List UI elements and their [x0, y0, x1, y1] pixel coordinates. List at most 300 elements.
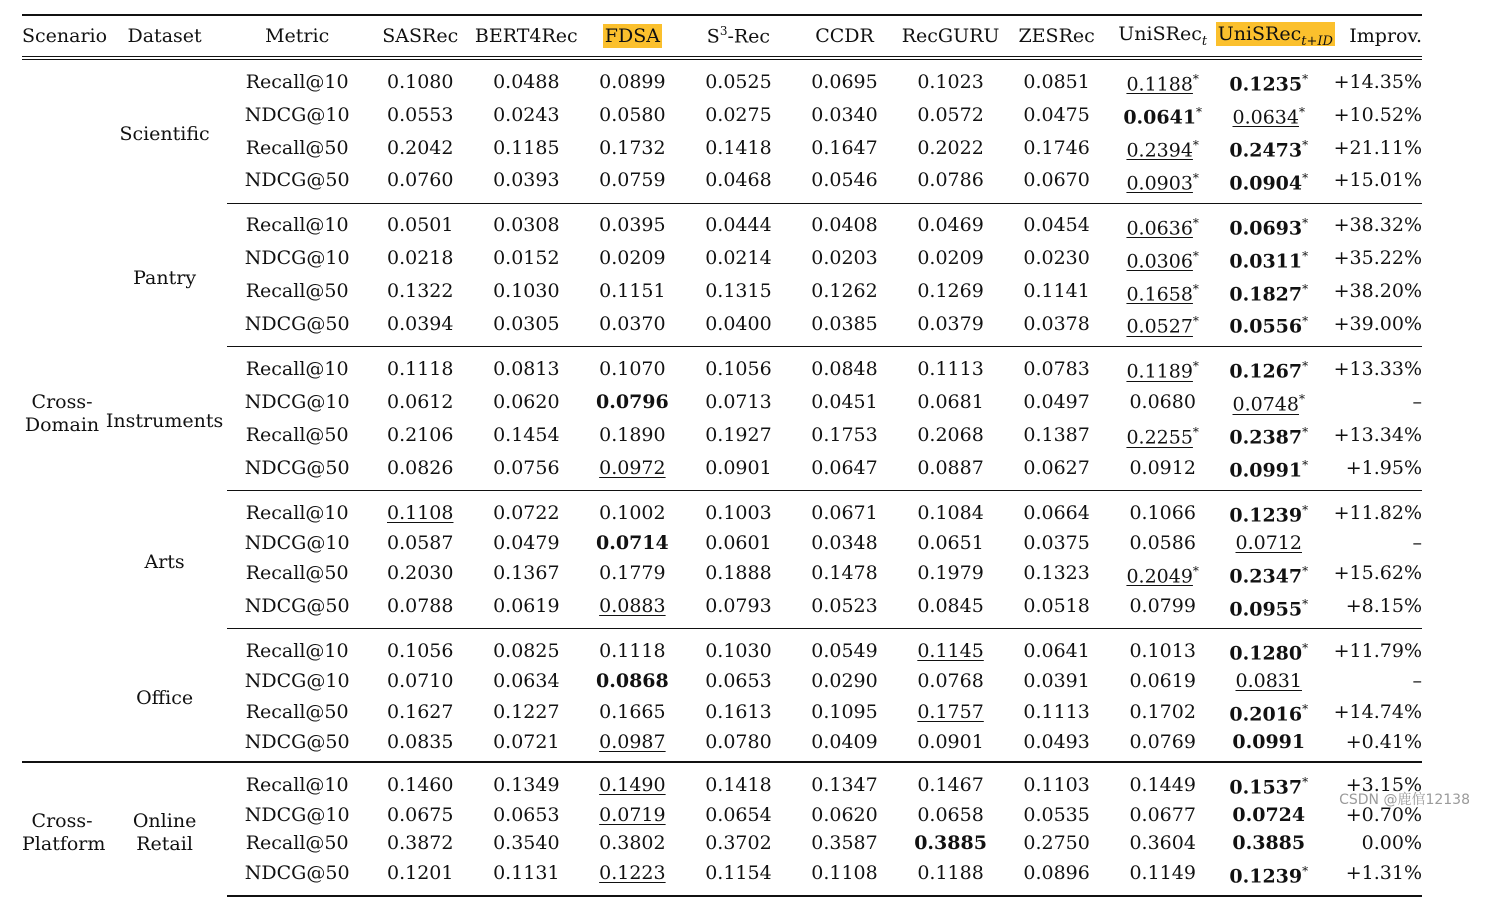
value-cell-recguru: [898, 858, 1004, 897]
value-cell-unisrec-t: [1110, 491, 1216, 530]
value-text: 0.0619: [493, 595, 560, 618]
improv-cell: +13.34%: [1333, 423, 1422, 446]
value-cell-recguru: [898, 276, 1004, 309]
metric-cell: Recall@10: [245, 70, 349, 93]
value-cell-s3rec: [685, 419, 791, 452]
value-text: 0.1627: [387, 700, 454, 723]
value-cell-sasrec: [367, 762, 473, 802]
improv-cell: +13.33%: [1322, 347, 1422, 386]
value-cell-zesrec: [1004, 629, 1110, 668]
value-text: 0.0987: [599, 730, 666, 753]
value-cell-fdsa: [579, 729, 685, 763]
value-cell-recguru: [898, 419, 1004, 452]
significance-star: *: [1302, 503, 1309, 518]
value-cell-bert4rec: [473, 419, 579, 452]
value-text: 0.1347: [811, 774, 878, 797]
value-cell-zesrec: [1004, 308, 1110, 346]
value-cell-zesrec: [1004, 386, 1110, 419]
value-text: 0.0904: [1229, 172, 1303, 195]
metric-cell: Recall@50: [245, 562, 349, 585]
table-row: [22, 203, 1422, 242]
value-cell-bert4rec: [473, 165, 579, 203]
value-text: 0.0848: [811, 358, 878, 381]
value-cell-sasrec: [367, 276, 473, 309]
value-cell-bert4rec: [473, 452, 579, 490]
value-cell-fdsa: [579, 491, 685, 530]
value-cell-recguru: [898, 802, 1004, 830]
value-cell-s3rec: [685, 99, 791, 132]
metric-cell: NDCG@50: [244, 169, 350, 192]
metric-cell: Recall@50: [245, 831, 349, 854]
value-cell-unisrec-t: [1110, 386, 1216, 419]
header-sasrec: SASRec: [367, 15, 473, 58]
value-cell-zesrec: [1004, 830, 1110, 858]
value-text: 0.0275: [705, 103, 772, 126]
value-text: 0.0586: [1129, 531, 1196, 554]
significance-star: *: [1192, 170, 1199, 185]
value-cell-recguru: [898, 203, 1004, 242]
value-text: 0.1080: [387, 70, 454, 93]
value-text: 0.0653: [705, 670, 772, 693]
value-text: 0.1746: [1023, 136, 1090, 159]
value-cell-recguru: [898, 99, 1004, 132]
value-text: 0.0385: [811, 313, 878, 336]
value-text: 0.0619: [1129, 670, 1196, 693]
table-row: [22, 530, 1422, 558]
dataset-cell: [102, 629, 227, 763]
header-recguru: RecGURU: [898, 15, 1004, 58]
value-text: 0.0695: [811, 70, 878, 93]
value-cell-fdsa: [579, 668, 685, 696]
header-s3rec-suffix: -Rec: [727, 25, 771, 48]
metric-cell: NDCG@50: [244, 595, 350, 618]
value-cell-unisrec-tid: [1216, 729, 1322, 763]
value-text: 0.0899: [599, 70, 666, 93]
value-text: 0.0311: [1229, 249, 1303, 272]
value-text: 0.1702: [1129, 700, 1196, 723]
value-cell-recguru: [898, 729, 1004, 763]
value-text: 0.0887: [917, 456, 984, 479]
value-cell-unisrec-t: [1110, 762, 1216, 802]
value-cell-ccdr: [791, 802, 897, 830]
metric-cell: NDCG@50: [227, 858, 367, 897]
value-cell-ccdr: [791, 132, 897, 165]
value-text: 0.0748: [1232, 393, 1299, 416]
value-text: 0.2022: [917, 136, 984, 159]
value-text: 0.0501: [387, 214, 454, 237]
value-cell-unisrec-tid: [1216, 629, 1322, 668]
value-cell-s3rec: [685, 58, 791, 99]
value-cell-unisrec-tid: [1216, 243, 1322, 276]
value-text: 0.1979: [917, 562, 984, 585]
value-text: 0.0641: [1023, 640, 1090, 663]
value-cell-recguru: [898, 530, 1004, 558]
significance-star: *: [1192, 248, 1199, 263]
value-text: 0.0826: [387, 456, 454, 479]
value-text: 0.0379: [917, 313, 984, 336]
value-text: 0.0714: [596, 531, 669, 554]
value-cell-sasrec: [367, 386, 473, 419]
value-text: 0.2049: [1126, 564, 1193, 587]
value-text: 0.1113: [1023, 700, 1090, 723]
significance-star: *: [1302, 215, 1309, 230]
metric-cell: Recall@50: [245, 280, 349, 303]
value-cell-sasrec: [367, 203, 473, 242]
value-text: 0.0681: [917, 390, 984, 413]
value-text: 0.0375: [1023, 531, 1090, 554]
value-cell-bert4rec: [473, 629, 579, 668]
value-text: 0.0444: [705, 214, 772, 237]
table-row: [22, 558, 1422, 591]
table-row: [22, 668, 1422, 696]
significance-star: *: [1196, 104, 1203, 119]
header-zesrec: ZESRec: [1004, 15, 1110, 58]
value-text: 0.0378: [1023, 313, 1090, 336]
value-cell-recguru: [898, 591, 1004, 629]
value-text: 0.0883: [599, 595, 666, 618]
dataset-label: Online Retail: [132, 809, 197, 855]
value-text: 0.1349: [493, 774, 560, 797]
value-text: 0.0230: [1023, 247, 1090, 270]
value-cell-unisrec-tid: [1216, 132, 1322, 165]
value-cell-s3rec: [685, 629, 791, 668]
improv-cell: +11.79%: [1322, 629, 1422, 668]
value-cell-recguru: [898, 386, 1004, 419]
value-cell-recguru: [898, 830, 1004, 858]
metric-cell: NDCG@50: [244, 730, 350, 753]
value-text: 0.0546: [811, 169, 878, 192]
value-text: 0.0395: [599, 214, 666, 237]
value-cell-ccdr: [791, 530, 897, 558]
improv-cell: +8.15%: [1345, 595, 1422, 618]
value-text: 0.1665: [599, 700, 666, 723]
scenario-label: Cross-Platform: [22, 809, 106, 855]
value-text: 0.0788: [387, 595, 454, 618]
value-cell-unisrec-tid: [1216, 276, 1322, 309]
value-cell-unisrec-t: [1110, 629, 1216, 668]
value-cell-unisrec-t: [1110, 276, 1216, 309]
value-cell-unisrec-t: [1110, 347, 1216, 386]
value-text: 0.0634: [493, 670, 560, 693]
value-text: 0.0525: [705, 70, 772, 93]
value-text: 0.1262: [811, 280, 878, 303]
dataset-label: Arts: [144, 551, 185, 574]
value-text: 0.3702: [705, 831, 772, 854]
metric-cell: NDCG@50: [244, 313, 350, 336]
value-cell-s3rec: [685, 530, 791, 558]
value-cell-bert4rec: [473, 491, 579, 530]
value-cell-ccdr: [791, 99, 897, 132]
value-cell-recguru: [898, 308, 1004, 346]
improv-cell: +15.62%: [1333, 562, 1422, 585]
value-text: 0.1030: [705, 640, 772, 663]
metric-cell: NDCG@10: [244, 670, 350, 693]
value-cell-zesrec: [1004, 591, 1110, 629]
value-cell-unisrec-t: [1110, 203, 1216, 242]
value-text: 0.1056: [387, 640, 454, 663]
value-text: 0.0653: [493, 804, 560, 827]
value-text: 0.1478: [811, 562, 878, 585]
value-cell-zesrec: [1004, 203, 1110, 242]
value-cell-unisrec-t: [1110, 530, 1216, 558]
significance-star: *: [1302, 170, 1309, 185]
value-cell-ccdr: [791, 762, 897, 802]
value-text: 0.0671: [811, 501, 878, 524]
header-unisrec-t-sub: t: [1201, 33, 1208, 49]
value-text: 0.1315: [705, 280, 772, 303]
value-text: 0.1030: [493, 280, 560, 303]
value-cell-ccdr: [791, 276, 897, 309]
value-text: 0.0658: [917, 804, 984, 827]
value-text: 0.1753: [811, 423, 878, 446]
value-cell-zesrec: [1004, 99, 1110, 132]
value-text: 0.0760: [387, 169, 454, 192]
value-text: 0.1189: [1126, 360, 1193, 383]
value-cell-fdsa: [579, 419, 685, 452]
significance-star: *: [1302, 248, 1309, 263]
value-cell-fdsa: [579, 530, 685, 558]
dataset-cell: [102, 347, 227, 491]
value-text: 0.0825: [493, 640, 560, 663]
value-text: 0.0348: [811, 531, 878, 554]
metric-cell: NDCG@10: [244, 804, 350, 827]
value-cell-bert4rec: [473, 696, 579, 729]
dataset-label: Pantry: [133, 266, 197, 289]
value-cell-s3rec: [685, 668, 791, 696]
value-cell-zesrec: [1004, 558, 1110, 591]
value-cell-unisrec-t: [1110, 419, 1216, 452]
value-text: 0.0152: [493, 247, 560, 270]
value-text: 0.0868: [596, 670, 669, 693]
value-cell-unisrec-t: [1110, 591, 1216, 629]
value-cell-fdsa: [579, 99, 685, 132]
table-row: [22, 696, 1422, 729]
significance-star: *: [1302, 775, 1309, 790]
value-text: 0.1188: [1126, 73, 1193, 96]
value-text: 0.1387: [1023, 423, 1090, 446]
header-ccdr: CCDR: [791, 15, 897, 58]
table-row: [22, 729, 1422, 763]
value-cell-sasrec: [367, 591, 473, 629]
value-text: 0.0394: [387, 313, 454, 336]
value-text: 0.1490: [599, 774, 666, 797]
value-text: 0.3604: [1129, 831, 1196, 854]
value-text: 0.1223: [599, 862, 666, 885]
significance-star: *: [1302, 701, 1309, 716]
value-text: 0.0670: [1023, 169, 1090, 192]
value-text: 0.3540: [493, 831, 560, 854]
value-text: 0.0991: [1232, 730, 1306, 753]
significance-star: *: [1302, 314, 1309, 329]
value-text: 0.0799: [1129, 595, 1196, 618]
value-cell-s3rec: [685, 762, 791, 802]
metric-cell: Recall@10: [227, 491, 367, 530]
scenario-cell: [22, 58, 102, 762]
header-unisrec-tid-label: UniSRec: [1217, 23, 1302, 46]
table-row: [22, 165, 1422, 203]
header-fdsa-label: FDSA: [604, 25, 660, 47]
value-cell-s3rec: [685, 132, 791, 165]
value-cell-unisrec-tid: [1216, 165, 1322, 203]
value-text: 0.1467: [917, 774, 984, 797]
improv-cell: +15.01%: [1333, 169, 1422, 192]
value-text: 0.0677: [1129, 804, 1196, 827]
metric-cell: Recall@10: [227, 762, 367, 802]
header-bert4rec: BERT4Rec: [473, 15, 579, 58]
value-cell-unisrec-tid: [1216, 696, 1322, 729]
value-cell-s3rec: [685, 558, 791, 591]
value-cell-ccdr: [791, 830, 897, 858]
value-cell-unisrec-t: [1110, 132, 1216, 165]
value-text: 0.1827: [1229, 282, 1303, 305]
value-cell-bert4rec: [473, 668, 579, 696]
value-cell-unisrec-t: [1110, 58, 1216, 99]
value-text: 0.1779: [599, 562, 666, 585]
value-text: 0.1269: [917, 280, 984, 303]
improv-cell: +0.70%: [1345, 804, 1422, 827]
value-cell-unisrec-tid: [1216, 308, 1322, 346]
value-text: 0.1927: [705, 423, 772, 446]
value-text: 0.1070: [599, 358, 666, 381]
value-text: 0.0780: [705, 730, 772, 753]
value-cell-unisrec-t: [1110, 729, 1216, 763]
significance-star: *: [1302, 863, 1309, 878]
value-text: 0.0549: [811, 640, 878, 663]
value-text: 0.3802: [599, 831, 666, 854]
value-cell-fdsa: [579, 452, 685, 490]
value-cell-sasrec: [367, 858, 473, 897]
value-cell-s3rec: [685, 830, 791, 858]
metric-cell: NDCG@50: [244, 456, 350, 479]
table-row: [22, 762, 1422, 802]
value-cell-unisrec-t: [1110, 558, 1216, 591]
value-cell-ccdr: [791, 58, 897, 99]
significance-star: *: [1298, 104, 1305, 119]
value-cell-bert4rec: [473, 99, 579, 132]
significance-star: *: [1192, 281, 1199, 296]
value-cell-unisrec-tid: [1216, 802, 1322, 830]
value-cell-ccdr: [791, 308, 897, 346]
value-cell-s3rec: [685, 802, 791, 830]
header-unisrec-tid-sub: t+ID: [1301, 33, 1333, 49]
value-text: 0.0721: [493, 730, 560, 753]
significance-star: *: [1192, 563, 1199, 578]
watermark: CSDN @鹿倌12138: [1339, 792, 1470, 808]
value-cell-s3rec: [685, 308, 791, 346]
value-text: 0.0991: [1229, 459, 1303, 482]
value-text: 0.1888: [705, 562, 772, 585]
value-cell-zesrec: [1004, 419, 1110, 452]
significance-star: *: [1302, 281, 1309, 296]
value-text: 0.1013: [1129, 640, 1196, 663]
value-text: 0.1235: [1229, 73, 1303, 96]
value-cell-s3rec: [685, 696, 791, 729]
value-text: 0.0479: [493, 531, 560, 554]
value-cell-unisrec-t: [1110, 830, 1216, 858]
value-cell-unisrec-t: [1110, 452, 1216, 490]
value-text: 0.3885: [914, 831, 987, 854]
table-row: [22, 629, 1422, 668]
value-cell-unisrec-t: [1110, 802, 1216, 830]
value-text: 0.0400: [705, 313, 772, 336]
value-cell-sasrec: [367, 99, 473, 132]
metric-cell: NDCG@10: [244, 247, 350, 270]
value-cell-fdsa: [579, 203, 685, 242]
value-cell-zesrec: [1004, 696, 1110, 729]
value-text: 0.0901: [705, 456, 772, 479]
value-cell-sasrec: [367, 830, 473, 858]
value-text: 0.0651: [917, 531, 984, 554]
value-text: 0.0370: [599, 313, 666, 336]
value-cell-unisrec-tid: [1216, 668, 1322, 696]
value-cell-zesrec: [1004, 762, 1110, 802]
value-text: 0.0214: [705, 247, 772, 270]
value-cell-sasrec: [367, 419, 473, 452]
value-cell-sasrec: [367, 530, 473, 558]
value-cell-fdsa: [579, 276, 685, 309]
value-text: 0.1239: [1229, 504, 1303, 527]
value-text: 0.1658: [1126, 282, 1193, 305]
table-row: [22, 347, 1422, 386]
value-text: 0.1141: [1023, 280, 1090, 303]
value-text: 0.2473: [1229, 139, 1303, 162]
value-cell-s3rec: [685, 452, 791, 490]
value-cell-fdsa: [579, 308, 685, 346]
metric-cell: Recall@10: [227, 203, 367, 242]
value-cell-sasrec: [367, 668, 473, 696]
value-text: 0.0835: [387, 730, 454, 753]
metric-cell: Recall@50: [245, 700, 349, 723]
improv-cell: +38.32%: [1322, 203, 1422, 242]
value-cell-sasrec: [367, 802, 473, 830]
value-text: 0.0468: [705, 169, 772, 192]
metric-cell: NDCG@10: [244, 103, 350, 126]
value-cell-bert4rec: [473, 203, 579, 242]
value-text: 0.0719: [599, 804, 666, 827]
value-cell-s3rec: [685, 858, 791, 897]
value-cell-zesrec: [1004, 132, 1110, 165]
value-text: 0.2255: [1126, 426, 1193, 449]
value-cell-recguru: [898, 165, 1004, 203]
value-text: 0.0243: [493, 103, 560, 126]
significance-star: *: [1192, 215, 1199, 230]
value-text: 0.0724: [1232, 804, 1306, 827]
value-text: 0.0203: [811, 247, 878, 270]
improv-cell: +14.35%: [1333, 70, 1422, 93]
value-cell-unisrec-t: [1110, 858, 1216, 897]
value-cell-bert4rec: [473, 558, 579, 591]
value-cell-s3rec: [685, 165, 791, 203]
value-cell-recguru: [898, 452, 1004, 490]
value-text: 0.0408: [811, 214, 878, 237]
value-cell-s3rec: [685, 347, 791, 386]
value-cell-ccdr: [791, 347, 897, 386]
value-text: 0.1066: [1129, 501, 1196, 524]
value-text: 0.0340: [811, 103, 878, 126]
value-text: 0.0308: [493, 214, 560, 237]
improv-cell: –: [1412, 531, 1422, 554]
metric-cell: Recall@10: [227, 629, 367, 668]
value-cell-fdsa: [579, 386, 685, 419]
value-cell-sasrec: [367, 308, 473, 346]
value-text: 0.1460: [387, 774, 454, 797]
value-text: 0.0451: [811, 390, 878, 413]
value-text: 0.1280: [1229, 642, 1303, 665]
value-cell-sasrec: [367, 452, 473, 490]
value-text: 0.0664: [1023, 501, 1090, 524]
header-s3rec-sup: 3: [719, 24, 728, 39]
dataset-label: Office: [136, 686, 194, 709]
